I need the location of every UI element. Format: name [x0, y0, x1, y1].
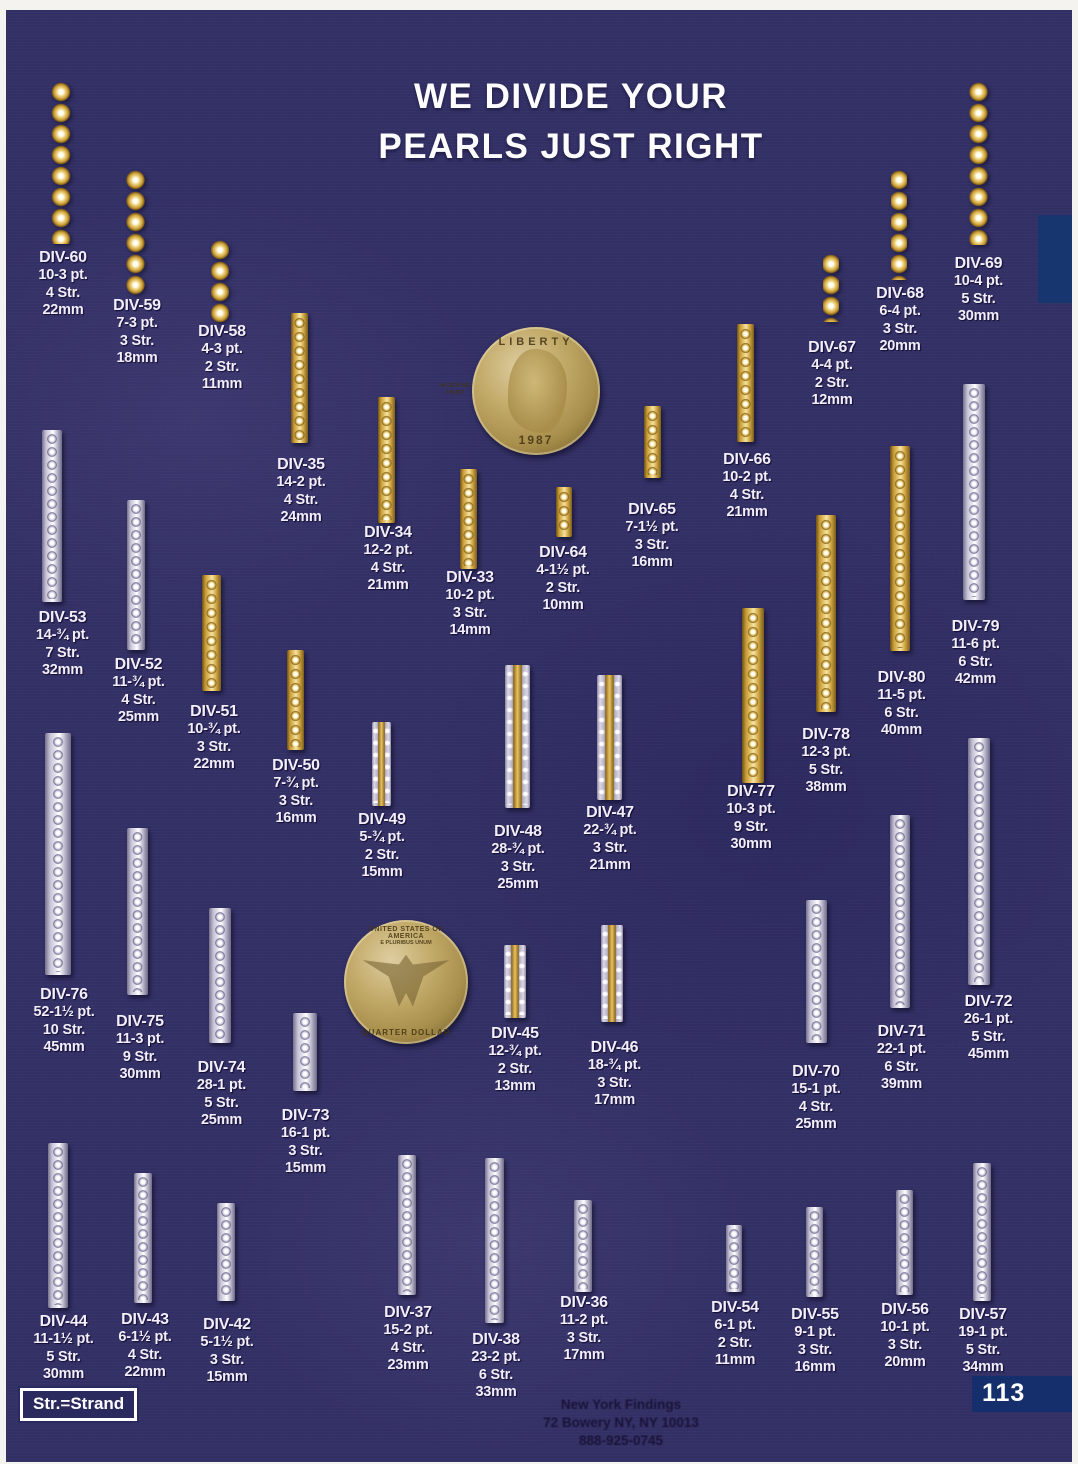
divider-strands: 3 Str.	[797, 1341, 833, 1358]
divider-length: 20mm	[879, 337, 921, 354]
divider-id: DIV-48	[494, 823, 542, 840]
divider-label	[182, 1315, 272, 1386]
divider-bar-photo	[211, 240, 229, 322]
divider-length: 18mm	[116, 349, 158, 366]
divider-bar-photo	[485, 1158, 504, 1323]
divider-bar-photo	[291, 313, 308, 443]
coin-denomination-text: QUARTER DOLLAR	[361, 1028, 451, 1037]
divider-length: 30mm	[42, 1365, 85, 1382]
divider-strands: 5 Str.	[808, 761, 844, 778]
divider-points: 4-3 pt.	[201, 341, 243, 358]
divider-length: 13mm	[494, 1077, 536, 1094]
divider-points: 16-1 pt.	[280, 1125, 331, 1142]
divider-id: DIV-66	[723, 451, 771, 468]
page-title-line1: WE DIVIDE YOUR	[413, 77, 728, 116]
divider-strands: 4 Str.	[798, 1098, 834, 1115]
divider-label	[256, 455, 346, 526]
divider-points: 10-2 pt.	[722, 469, 772, 486]
divider-id: DIV-43	[121, 1311, 169, 1328]
divider-bar-photo	[398, 1155, 416, 1295]
divider-points: 7-¾ pt.	[273, 775, 319, 792]
divider-points: 10-3 pt.	[726, 801, 776, 818]
divider-id: DIV-59	[113, 297, 161, 314]
divider-points: 5-¾ pt.	[359, 829, 405, 846]
divider-id: DIV-80	[877, 669, 926, 686]
divider-length: 34mm	[962, 1358, 1004, 1375]
divider-label	[692, 1298, 778, 1369]
divider-length: 30mm	[957, 307, 1000, 324]
divider-label	[517, 543, 609, 614]
divider-length: 15mm	[361, 863, 403, 880]
divider-bar-photo	[890, 446, 910, 651]
divider-bar-photo	[202, 575, 221, 691]
divider-strands: 3 Str.	[452, 604, 488, 621]
divider-label	[854, 1022, 949, 1093]
divider-points: 10-3 pt.	[38, 267, 88, 284]
divider-points: 10-1 pt.	[880, 1319, 930, 1336]
divider-length: 21mm	[726, 503, 768, 520]
footer-street: 72 Bowery NY, NY 10013	[543, 1415, 699, 1431]
divider-length: 11mm	[201, 375, 243, 392]
divider-label	[539, 1293, 629, 1364]
divider-bar-photo	[969, 82, 988, 245]
divider-length: 16mm	[631, 553, 673, 570]
divider-bar-photo	[45, 733, 71, 975]
divider-label	[607, 500, 697, 571]
divider-strands: 4 Str.	[283, 491, 319, 508]
divider-id: DIV-54	[711, 1299, 759, 1316]
divider-id: DIV-68	[876, 285, 924, 302]
divider-strands: 4 Str.	[729, 486, 765, 503]
divider-bar-photo	[378, 397, 395, 523]
divider-length: 39mm	[880, 1075, 923, 1092]
divider-bar-photo	[48, 1143, 68, 1308]
coin-country-text: UNITED STATES OF AMERICA	[368, 926, 444, 940]
divider-strands: 5 Str.	[961, 290, 996, 307]
divider-length: 16mm	[275, 809, 317, 826]
divider-length: 22mm	[124, 1363, 166, 1380]
divider-label	[473, 822, 563, 893]
divider-strands: 9 Str.	[733, 818, 769, 835]
coin-liberty-text: LIBERTY	[498, 336, 574, 348]
divider-bar-photo	[601, 925, 623, 1022]
divider-strands: 3 Str.	[887, 1336, 923, 1353]
divider-label	[451, 1330, 541, 1401]
divider-strands: 4 Str.	[127, 1346, 163, 1363]
divider-id: DIV-49	[358, 811, 406, 828]
divider-length: 45mm	[967, 1045, 1010, 1062]
divider-strands: 3 Str.	[278, 792, 314, 809]
divider-id: DIV-72	[964, 993, 1013, 1010]
divider-length: 23mm	[387, 1356, 429, 1373]
divider-items-layer	[6, 10, 1072, 1462]
divider-bar-photo	[963, 384, 985, 600]
divider-bar-photo	[372, 722, 391, 806]
footer-company: New York Findings	[560, 1397, 682, 1412]
divider-points: 22-¾ pt.	[583, 822, 637, 839]
divider-length: 16mm	[794, 1358, 836, 1375]
divider-id: DIV-35	[277, 456, 325, 473]
divider-strands: 4 Str.	[121, 691, 156, 708]
divider-strands: 5 Str.	[46, 1348, 81, 1365]
divider-length: 21mm	[367, 576, 409, 593]
divider-length: 25mm	[200, 1111, 243, 1128]
divider-label	[174, 1058, 269, 1129]
divider-id: DIV-64	[539, 544, 587, 561]
divider-bar-photo	[742, 608, 764, 783]
divider-id: DIV-75	[116, 1013, 164, 1030]
divider-id: DIV-78	[802, 726, 850, 743]
divider-points: 10-¾ pt.	[187, 721, 241, 738]
divider-length: 25mm	[497, 875, 539, 892]
divider-length: 25mm	[117, 708, 160, 725]
divider-length: 30mm	[119, 1065, 161, 1082]
divider-id: DIV-46	[590, 1039, 639, 1056]
divider-id: DIV-44	[39, 1313, 88, 1330]
divider-id: DIV-70	[792, 1063, 840, 1080]
divider-strands: 3 Str.	[196, 738, 232, 755]
divider-id: DIV-33	[446, 569, 494, 586]
divider-length: 25mm	[795, 1115, 837, 1132]
divider-points: 14-¾ pt.	[35, 627, 90, 644]
divider-strands: 2 Str.	[497, 1060, 533, 1077]
divider-bar-photo	[209, 908, 231, 1043]
divider-strands: 2 Str.	[814, 374, 850, 391]
divider-bar-photo	[973, 1163, 991, 1301]
divider-label	[363, 1303, 453, 1374]
divider-points: 12-3 pt.	[801, 744, 851, 761]
divider-length: 12mm	[811, 391, 853, 408]
divider-bar-photo	[127, 500, 145, 650]
divider-points: 15-2 pt.	[383, 1322, 433, 1339]
divider-bar-photo	[968, 738, 990, 985]
divider-strands: 6 Str.	[958, 653, 993, 670]
divider-strands: 3 Str.	[597, 1074, 632, 1091]
divider-points: 4-1½ pt.	[536, 562, 590, 579]
divider-points: 26-1 pt.	[963, 1011, 1014, 1028]
divider-id: DIV-50	[272, 757, 320, 774]
divider-bar-photo	[644, 406, 661, 478]
divider-length: 30mm	[730, 835, 772, 852]
divider-bar-photo	[42, 430, 62, 602]
divider-points: 18-¾ pt.	[587, 1057, 642, 1074]
divider-id: DIV-45	[491, 1025, 539, 1042]
coin-date-text: 1987	[518, 433, 554, 447]
divider-points: 11-2 pt.	[559, 1312, 609, 1329]
divider-strands: 5 Str.	[971, 1028, 1006, 1045]
footer-address	[476, 1396, 766, 1451]
divider-id: DIV-55	[791, 1306, 839, 1323]
divider-label	[178, 322, 266, 393]
divider-strands: 5 Str.	[965, 1341, 1001, 1358]
divider-length: 11mm	[714, 1351, 756, 1368]
divider-strands: 6 Str.	[478, 1366, 514, 1383]
divider-label	[94, 1012, 186, 1083]
divider-strands: 7 Str.	[45, 644, 80, 661]
page-number-bar	[972, 1376, 1072, 1412]
divider-points: 28-1 pt.	[196, 1077, 247, 1094]
divider-label	[928, 617, 1023, 688]
divider-points: 52-1½ pt.	[33, 1004, 95, 1021]
divider-strands: 2 Str.	[204, 358, 240, 375]
divider-label	[567, 1038, 662, 1109]
divider-strands: 4 Str.	[45, 284, 81, 301]
divider-bar-photo	[891, 170, 907, 280]
divider-strands: 3 Str.	[288, 1142, 323, 1159]
divider-points: 10-2 pt.	[445, 587, 495, 604]
divider-points: 5-1½ pt.	[200, 1334, 254, 1351]
divider-length: 20mm	[884, 1353, 926, 1370]
divider-length: 45mm	[43, 1038, 85, 1055]
divider-label	[702, 450, 792, 521]
divider-id: DIV-60	[39, 249, 87, 266]
divider-bar-photo	[823, 254, 839, 322]
footer-phone: 888-925-0745	[578, 1433, 664, 1449]
divider-length: 32mm	[41, 661, 84, 678]
divider-bar-photo	[816, 515, 836, 712]
divider-label	[425, 568, 515, 639]
divider-bar-photo	[126, 170, 145, 296]
divider-id: DIV-65	[628, 501, 676, 518]
divider-points: 12-2 pt.	[363, 542, 413, 559]
divider-points: 11-1½ pt.	[33, 1331, 94, 1348]
divider-length: 17mm	[563, 1346, 605, 1363]
divider-points: 6-1½ pt.	[118, 1329, 172, 1346]
divider-points: 12-¾ pt.	[488, 1043, 542, 1060]
divider-length: 14mm	[449, 621, 491, 638]
divider-points: 19-1 pt.	[958, 1324, 1008, 1341]
divider-label	[100, 1310, 190, 1381]
divider-strands: 9 Str.	[122, 1048, 158, 1065]
divider-bar-photo	[287, 650, 304, 750]
divider-bar-photo	[806, 900, 827, 1043]
divider-strands: 3 Str.	[634, 536, 670, 553]
divider-length: 33mm	[475, 1383, 517, 1400]
divider-strands: 6 Str.	[884, 704, 919, 721]
divider-bar-photo	[574, 1200, 592, 1292]
divider-length: 24mm	[280, 508, 322, 525]
divider-label	[337, 810, 427, 881]
divider-length: 17mm	[593, 1091, 636, 1108]
divider-bar-photo	[896, 1190, 913, 1295]
divider-id: DIV-73	[281, 1107, 330, 1124]
catalog-page	[6, 10, 1072, 1462]
page-title-line2: PEARLS JUST RIGHT	[378, 126, 764, 166]
divider-length: 15mm	[206, 1368, 248, 1385]
coin-motto-text: IN GOD WE TRUST	[440, 383, 470, 396]
divider-label	[258, 1106, 353, 1177]
divider-length: 22mm	[193, 755, 235, 772]
divider-strands: 3 Str.	[882, 320, 918, 337]
divider-points: 22-1 pt.	[876, 1041, 927, 1058]
divider-strands: 2 Str.	[364, 846, 400, 863]
divider-strands: 3 Str.	[209, 1351, 245, 1368]
divider-id: DIV-36	[560, 1294, 608, 1311]
divider-points: 9-1 pt.	[794, 1324, 836, 1341]
divider-strands: 6 Str.	[884, 1058, 919, 1075]
divider-label	[564, 803, 656, 874]
divider-id: DIV-42	[203, 1316, 251, 1333]
divider-bar-photo	[134, 1173, 152, 1303]
divider-length: 15mm	[284, 1159, 327, 1176]
divider-label	[343, 523, 433, 594]
divider-bar-photo	[504, 945, 526, 1018]
divider-strands: 4 Str.	[390, 1339, 426, 1356]
divider-id: DIV-67	[808, 339, 856, 356]
divider-strands: 5 Str.	[204, 1094, 239, 1111]
divider-label	[252, 756, 340, 827]
divider-id: DIV-56	[881, 1301, 929, 1318]
divider-strands: 3 Str.	[119, 332, 155, 349]
divider-length: 42mm	[954, 670, 997, 687]
divider-points: 7-3 pt.	[116, 315, 158, 332]
divider-id: DIV-76	[40, 986, 88, 1003]
divider-bar-photo	[726, 1225, 742, 1292]
divider-length: 10mm	[542, 596, 584, 613]
divider-points: 14-2 pt.	[276, 474, 326, 491]
divider-bar-photo	[890, 815, 910, 1008]
divider-strands: 2 Str.	[717, 1334, 753, 1351]
divider-bar-photo	[737, 324, 754, 442]
coin-epluribus-text: E PLURIBUS UNUM	[380, 940, 432, 946]
divider-id: DIV-51	[190, 703, 238, 720]
divider-label	[771, 1062, 861, 1133]
divider-id: DIV-52	[114, 656, 163, 673]
divider-strands: 10 Str.	[42, 1021, 86, 1038]
divider-strands: 4 Str.	[370, 559, 406, 576]
divider-strands: 2 Str.	[545, 579, 581, 596]
divider-label	[16, 1312, 111, 1383]
page-number: 113	[982, 1379, 1026, 1407]
divider-strands: 3 Str.	[500, 858, 536, 875]
divider-points: 11-5 pt.	[877, 687, 926, 704]
divider-bar-photo	[806, 1207, 823, 1297]
divider-points: 6-1 pt.	[714, 1317, 756, 1334]
divider-id: DIV-34	[364, 524, 412, 541]
divider-bar-photo	[597, 675, 622, 800]
page-edge-tab	[1038, 215, 1072, 303]
divider-id: DIV-71	[877, 1023, 926, 1040]
divider-strands: 3 Str.	[592, 839, 628, 856]
divider-id: DIV-58	[198, 323, 246, 340]
divider-points: 7-1½ pt.	[625, 519, 679, 536]
divider-id: DIV-74	[197, 1059, 246, 1076]
divider-length: 40mm	[880, 721, 923, 738]
divider-label	[470, 1024, 560, 1095]
divider-bar-photo	[293, 1013, 317, 1091]
divider-id: DIV-57	[959, 1306, 1007, 1323]
divider-id: DIV-37	[384, 1304, 432, 1321]
divider-id: DIV-77	[727, 783, 775, 800]
divider-points: 28-¾ pt.	[491, 841, 545, 858]
strand-legend-box: Str.=Strand	[20, 1388, 137, 1421]
divider-id: DIV-69	[954, 255, 1003, 272]
divider-points: 11-¾ pt.	[112, 674, 165, 691]
divider-points: 23-2 pt.	[471, 1349, 521, 1366]
divider-id: DIV-53	[38, 609, 87, 626]
divider-label	[861, 1300, 949, 1371]
divider-bar-photo	[217, 1203, 235, 1301]
divider-bar-photo	[460, 469, 477, 569]
divider-label	[931, 254, 1026, 325]
divider-points: 15-1 pt.	[791, 1081, 841, 1098]
divider-label	[168, 702, 260, 773]
divider-bar-photo	[505, 665, 530, 808]
divider-points: 4-4 pt.	[811, 357, 853, 374]
divider-strands: 3 Str.	[566, 1329, 602, 1346]
divider-bar-photo	[51, 82, 71, 244]
divider-label	[92, 296, 182, 367]
divider-length: 38mm	[805, 778, 847, 795]
divider-bar-photo	[556, 487, 572, 537]
divider-points: 11-3 pt.	[115, 1031, 165, 1048]
divider-length: 21mm	[589, 856, 631, 873]
divider-bar-photo	[127, 828, 148, 995]
divider-label	[939, 1305, 1027, 1376]
divider-label	[941, 992, 1036, 1063]
divider-id: DIV-79	[951, 618, 1000, 635]
divider-id: DIV-38	[472, 1331, 520, 1348]
divider-points: 6-4 pt.	[879, 303, 921, 320]
divider-points: 11-6 pt.	[951, 636, 1000, 653]
divider-id: DIV-47	[586, 804, 634, 821]
divider-label	[772, 1305, 858, 1376]
divider-points: 10-4 pt.	[953, 273, 1004, 290]
divider-length: 22mm	[42, 301, 84, 318]
